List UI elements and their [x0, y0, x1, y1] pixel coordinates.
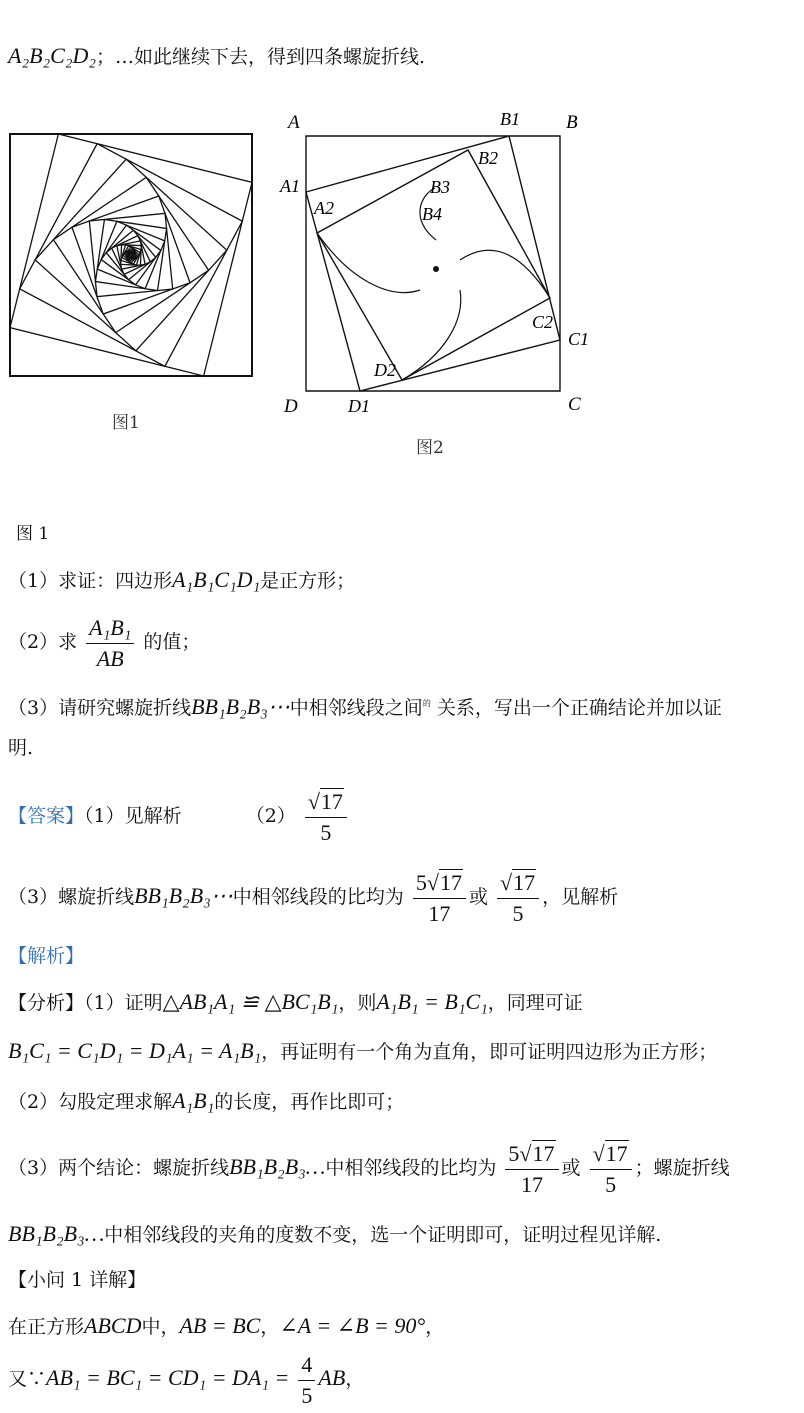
question-3	[8, 690, 722, 722]
d1-prefix: 在正方形	[8, 1316, 85, 1338]
q3-prefix: （3）请研究螺旋折线	[8, 697, 192, 719]
label-b3: B3	[430, 177, 450, 197]
spiral-arc-a	[317, 233, 420, 293]
analysis-label: 【解析】	[8, 945, 85, 967]
label-b2: B2	[478, 148, 498, 168]
fx4-f1-denominator: 17	[520, 1171, 543, 1197]
answer-2-prefix: （2）	[245, 805, 296, 827]
answer-3-f1-radicand: 17	[439, 869, 462, 895]
fx4-f1-coef: 5	[508, 1140, 520, 1166]
q1-suffix: 是正方形；	[260, 570, 356, 592]
answer-line-1	[8, 782, 350, 850]
spiral-square	[53, 177, 208, 332]
label-a2: A2	[314, 198, 334, 218]
analysis-line-2	[8, 1037, 717, 1066]
figure-2-caption: 图2	[416, 438, 444, 458]
detail-line-2	[8, 1346, 364, 1411]
fx3-suffix: 的长度，再作比即可；	[214, 1091, 405, 1113]
fx4-f2-radicand: 17	[605, 1140, 628, 1166]
continuation-text: ；…如此继续下去，得到四条螺旋折线.	[96, 46, 426, 68]
label-d1: D1	[348, 396, 370, 416]
math-a2b2c2d2: A₂B₂C₂D₂	[8, 43, 97, 68]
label-c2: C2	[532, 312, 554, 332]
q3-faint-mark: 的	[422, 699, 431, 708]
fx3-math: A₁B₁	[172, 1088, 215, 1113]
q2-prefix: （2）求	[8, 631, 78, 653]
q2-fraction	[86, 615, 134, 672]
answer-3-suffix: ，见解析	[542, 886, 619, 908]
answer-3-f2-denominator: 5	[512, 900, 524, 926]
fx4-suffix: ；螺旋折线	[634, 1157, 730, 1179]
q2-numerator: A₁B₁	[86, 615, 134, 644]
label-c1: C1	[568, 329, 590, 349]
spiral-square	[10, 134, 252, 376]
spiral-arc-d	[402, 290, 461, 380]
answer-3-f1-denominator: 17	[428, 900, 451, 926]
d1-suffix: ，	[425, 1316, 445, 1338]
fx1-prefix: （1）证明	[84, 992, 163, 1014]
fx4-f1-radicand: 17	[532, 1140, 555, 1166]
label-b1: B1	[500, 109, 520, 129]
fx1-mid: ，则	[338, 992, 377, 1014]
detail-label: 【小问 1 详解】	[8, 1269, 147, 1291]
center-point	[433, 266, 439, 272]
figure-1-caption: 图1	[112, 413, 140, 433]
analysis-fx-label: 【分析】	[8, 992, 85, 1014]
answer-3-prefix: （3）螺旋折线	[8, 886, 135, 908]
d1-sep: ，	[260, 1316, 280, 1338]
answer-3-f1-coef: 5	[415, 869, 427, 895]
spiral-square	[95, 219, 166, 290]
detail-line-1	[8, 1312, 444, 1341]
analysis-line-4	[8, 1133, 730, 1202]
d2-math: AB₁ = BC₁ = CD₁ = DA₁ =	[46, 1365, 290, 1390]
fx5-math: BB₁B₂B₃…	[8, 1221, 105, 1246]
spiral-square	[112, 236, 151, 275]
fx1-math1: △AB₁A₁ ≌ △BC₁B₁	[162, 989, 339, 1014]
answer-1: （1）见解析	[84, 805, 182, 827]
fx4-prefix: （3）两个结论：螺旋折线	[8, 1157, 230, 1179]
fx5-suffix: 中相邻线段的夹角的度数不变，选一个证明即可，证明过程见详解.	[104, 1224, 662, 1246]
fx3-prefix: （2）勾股定理求解	[8, 1091, 173, 1113]
d1-math2: AB = BC	[179, 1313, 261, 1338]
fx4-f2-denominator: 5	[605, 1171, 617, 1197]
fx1-math2: A₁B₁ = B₁C₁	[376, 989, 488, 1014]
question-3-continued: 明.	[8, 737, 34, 759]
q2-suffix: 的值；	[143, 631, 201, 653]
fx4-fraction-2: $\frac{√17}{5}$	[590, 1141, 632, 1198]
label-b4: B4	[422, 204, 442, 224]
label-c: C	[568, 394, 581, 415]
section-figure-label: 图 1	[16, 524, 50, 544]
spiral-square	[20, 144, 243, 367]
d2-denominator: 5	[301, 1382, 313, 1408]
fx4-mid: 中相邻线段的比均为	[325, 1157, 497, 1179]
d1-math3: ∠A = ∠B = 90°	[279, 1313, 426, 1338]
spiral-square	[106, 230, 156, 280]
q3-math: BB₁B₂B₃⋯	[191, 694, 290, 719]
figure-2-square-construction	[270, 100, 600, 430]
question-2	[8, 612, 200, 672]
fx2-math: B₁C₁ = C₁D₁ = D₁A₁ = A₁B₁	[8, 1038, 262, 1063]
fx4-math: BB₁B₂B₃…	[229, 1154, 326, 1179]
analysis-line-1	[8, 988, 583, 1017]
analysis-line-5	[8, 1220, 661, 1249]
answer-3-f2-radicand: 17	[513, 869, 536, 895]
answer-3-fraction-2: $\frac{√17}{5}$	[497, 870, 539, 927]
label-b: B	[566, 112, 578, 133]
spiral-square	[101, 225, 161, 285]
answer-label: 【答案】	[8, 805, 85, 827]
q2-denominator: AB	[96, 645, 124, 671]
label-d: D	[284, 396, 298, 417]
d2-suffix: ，	[345, 1368, 365, 1390]
q3-suffix2: 关系，写出一个正确结论并加以证	[430, 697, 722, 719]
answer-2-denominator: 5	[320, 819, 332, 845]
d2-numerator: 4	[298, 1352, 315, 1381]
d2-math-tail: AB	[318, 1365, 346, 1390]
answer-3-mid: 中相邻线段的比均为	[232, 886, 404, 908]
d2-prefix: 又∵	[8, 1368, 47, 1390]
spiral-square	[130, 254, 132, 256]
d1-math1: ABCD	[84, 1313, 142, 1338]
fx1-suffix: ，同理可证	[487, 992, 583, 1014]
label-d2: D2	[374, 360, 396, 380]
fx4-fraction-1: $\frac{5√17}{17}$	[505, 1141, 558, 1198]
fx2-suffix: ，再证明有一个角为直角，即可证明四边形为正方形；	[261, 1041, 718, 1063]
spiral-square	[10, 134, 252, 376]
continuation-line	[8, 42, 425, 71]
spiral-square	[89, 213, 172, 296]
answer-3-or: 或	[468, 886, 488, 908]
label-a: A	[288, 112, 300, 133]
q3-suffix: 中相邻线段之间	[289, 697, 423, 719]
answer-3-math: BB₁B₂B₃⋯	[134, 883, 233, 908]
answer-2-fraction: $\frac{√17}{5}$	[305, 789, 347, 846]
analysis-line-3	[8, 1087, 404, 1116]
d1-mid: 中，	[141, 1316, 180, 1338]
fx4-or: 或	[561, 1157, 581, 1179]
q1-prefix: （1）求证：四边形	[8, 570, 173, 592]
question-1	[8, 566, 355, 595]
label-a1: A1	[280, 176, 300, 196]
figure-1-spiral-squares	[6, 130, 256, 380]
q1-math: A₁B₁C₁D₁	[172, 567, 261, 592]
d2-fraction	[298, 1352, 315, 1409]
spiral-square	[72, 196, 190, 314]
answer-2-radicand: 17	[320, 788, 343, 814]
answer-line-3	[8, 862, 618, 931]
answer-3-fraction-1: $\frac{5√17}{17}$	[413, 870, 466, 927]
